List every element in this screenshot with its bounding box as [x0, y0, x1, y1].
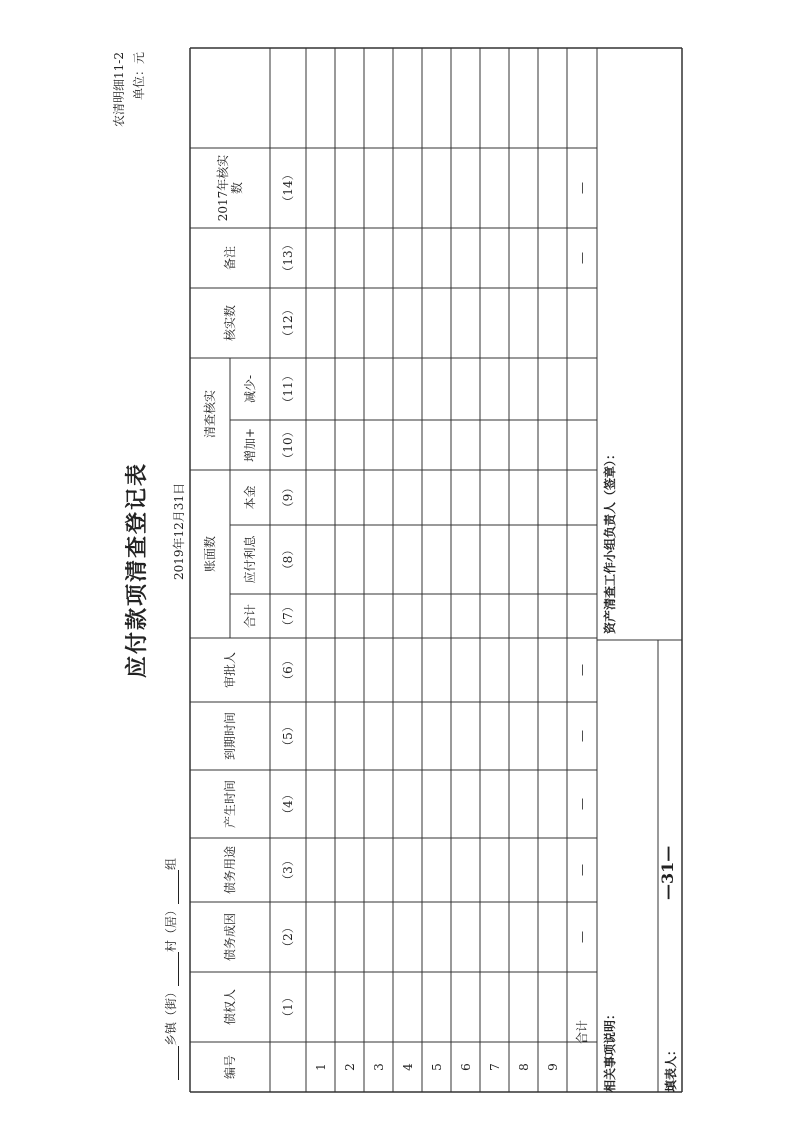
index-5: （5）: [281, 720, 295, 752]
row-number: 3: [371, 1063, 386, 1071]
town-suffix: 乡镇（街）: [164, 985, 178, 1046]
header-number: 编号: [223, 1055, 237, 1080]
notes-label: 相关事项说明：: [603, 1007, 617, 1092]
total-dash: —: [575, 252, 589, 264]
header-debt-use: 债务用途: [223, 846, 237, 895]
row-number: 7: [487, 1063, 502, 1071]
index-2: （2）: [281, 921, 295, 953]
header-2017-verified: 2017年核实数: [216, 154, 244, 222]
row-number: 1: [313, 1063, 328, 1071]
index-4: （4）: [281, 788, 295, 820]
header-verification: 清查核实: [203, 390, 217, 439]
page-number: —31—: [658, 845, 677, 900]
signer-label: 资产清查工作小组负责人（签章）：: [603, 447, 617, 634]
header-principal: 本金: [243, 485, 257, 510]
index-7: （7）: [281, 600, 295, 632]
village-suffix: 村（居）: [164, 903, 178, 952]
rotated-page-content: [110, 40, 690, 1100]
total-row-label: 合计: [575, 1020, 589, 1045]
total-dash: —: [575, 182, 589, 194]
row-number: 8: [516, 1063, 531, 1071]
header-total: 合计: [243, 604, 257, 629]
header-verified-amount: 核实数: [223, 305, 237, 342]
header-creditor: 债权人: [223, 989, 237, 1026]
index-3: （3）: [281, 854, 295, 886]
header-interest-payable: 应付利息: [243, 535, 257, 584]
index-8: （8）: [281, 543, 295, 576]
form-code: 农清明细11-2: [112, 52, 126, 127]
total-dash: —: [575, 664, 589, 676]
row-number: 5: [429, 1063, 444, 1071]
index-1: （1）: [281, 991, 295, 1023]
group-suffix: 组: [164, 857, 178, 870]
row-number: 2: [342, 1063, 357, 1071]
row-number: 6: [458, 1063, 473, 1071]
header-increase: 增加+: [243, 427, 257, 463]
header-book-amount: 账面数: [203, 536, 217, 573]
total-dash: —: [575, 730, 589, 742]
index-9: （9）: [281, 481, 295, 514]
row-number: 4: [400, 1063, 415, 1071]
header-incurred-date: 产生时间: [223, 780, 237, 829]
total-dash: —: [575, 798, 589, 810]
header-remarks: 备注: [223, 246, 237, 271]
total-dash: —: [575, 864, 589, 876]
header-decrease: 减少-: [243, 374, 257, 404]
row-number: 9: [545, 1063, 560, 1071]
index-12: （12）: [281, 303, 295, 343]
total-dash: —: [575, 931, 589, 943]
header-approver: 审批人: [223, 652, 237, 689]
index-11: （11）: [281, 369, 295, 409]
header-due-date: 到期时间: [223, 712, 237, 761]
report-date: 2019年12月31日: [172, 482, 186, 580]
unit-label: 单位：元: [132, 52, 146, 101]
index-13: （13）: [281, 238, 295, 278]
filler-label: 填表人：: [664, 1043, 678, 1092]
index-6: （6）: [281, 654, 295, 686]
header-debt-cause: 债务成因: [223, 913, 237, 962]
index-10: （10）: [281, 425, 295, 465]
index-14: （14）: [281, 168, 295, 208]
document-title: 应付款项清查登记表: [124, 462, 150, 679]
